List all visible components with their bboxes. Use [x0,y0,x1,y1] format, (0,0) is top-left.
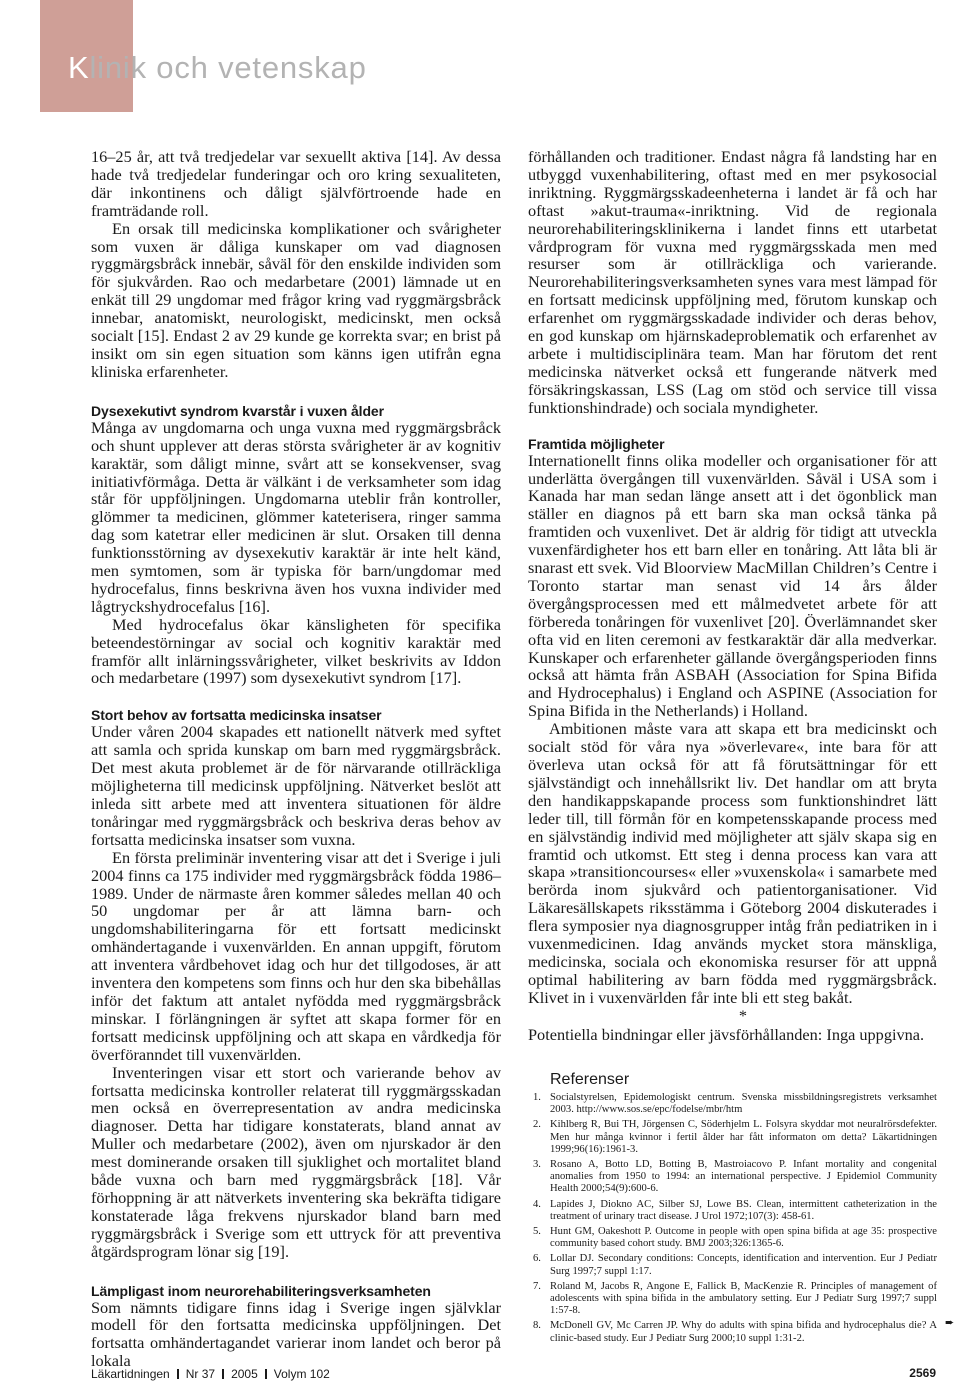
reference-text: Kihlberg R, Bui TH, Jörgensen C, Söderhjelm L. Folsyra skyddar mot neuralrörsdefekter. Men hur många kvinnor i fertil ålder har fått informaton om detta? Läkartidningen 1999;96(16):1961-3. [550,1119,937,1155]
reference-item [523,1226,937,1250]
page-number: 2569 [909,1366,936,1380]
reference-number: 8. [533,1320,541,1332]
subheading-dysexekutivt: Dysexekutivt syndrom kvarstår i vuxen ålder [91,402,384,419]
section-title-initial: K [68,50,90,85]
section-title-rest: linik och vetenskap [89,50,367,85]
footer-separator [265,1369,267,1379]
disclosure-statement: Potentiella bindningar eller jävsförhållanden: Inga uppgivna. [528,1024,925,1044]
references-section [523,1071,937,1348]
reference-number: 4. [533,1198,541,1210]
left-column [91,148,501,1370]
body-paragraph: En första preliminär inventering visar att det i Sverige i juli 2004 finns ca 175 individer med ryggmärgsbråck födda 1986–1989. Under de närmaste åren kommer således mellan 40 och 50 ungdomar per år att lämna barn- och ungdomshabiliteringarna för ett fortsatt medicinskt omhändertagande i vuxenvärlden. En annan uppgift, förutom att inventera vårdbehovet idag och hur det tillgodoses, är att inventera den kompetens som finns och hur den ska bibehållas inför det faktum att antalet nyfödda med ryggmärgsbråck minskar. I förlängningen är syftet att skapa former för en fortsatt medicinsk uppföljning och att skapa en vårdkedja för överföranndet till vuxenvärlden. [91,847,501,1064]
separator-star: * [738,1005,748,1025]
reference-number: 2. [533,1119,541,1131]
reference-text: Socialstyrelsen, Epidemologiskt centrum. Svenska missbildningsregistrets verksamhet 2003. http://www.sos.se/epc/fodelse/mbr/htm [550,1092,937,1116]
body-paragraph: Internationellt finns olika modeller och organisationer för att underlätta övergången till vuxenvärlden. Såväl i USA som i Kanada har man sedan länge ansett att i det ögonblick man ställer en diagnos på ett barn ska man också tänka på framtiden och vuxenlivet. Det är aldrig för tidigt att utveckla vuxenfärdigheter hos ett barn eller en tonåring. Att låta bli är snarast ett svek. Vid Bloorview MacMillan Children’s Centre i Toronto startar man senast vid 14 års ålder övergångsprocessen med ett målmedvetet arbete för att förbereda tonåringen för vuxenlivet [20]. Överlämnandet sker ofta vid en liten ceremoni av festkaraktär där alla medverkar. Kunskaper och erfarenheter gällande övergångsperioden finns också att hämta från ASBAH (Association for Spina Bifida and Hydrocephalus) i England och ASPINE (Association for Spina Bifida in the Netherlands) i Holland. [528,450,937,721]
right-column [528,148,937,1044]
body-paragraph: Som nämnts tidigare finns idag i Sverige ingen självklar modell för den fortsatta medicinska uppföljningen. Det fortsatta omhändertagandet varierar inom landet och beror på lokala [91,1297,501,1371]
body-paragraph: Under våren 2004 skapades ett nationellt nätverk med syftet att samla och sprida kunskap om barn med ryggmärgsbråck. Det mest akuta problemet är de för närvarande otillräckliga möjligheterna till medicinsk uppföljning. Nätverket beslöt att inleda sitt arbete med att inventera situationen för äldre tonåringar med ryggmärgsbråck och beskriva deras behov av fortsatta medicinska insatser som vuxna. [91,722,501,849]
body-paragraph: 16–25 år, att två tredjedelar var sexuellt aktiva [14]. Av dessa hade två tredjedelar funderingar och oro kring sexualiteten, där inkontinens och dåligt självförtroende hade en framträdande roll. [91,147,501,220]
reference-item [523,1119,937,1156]
footer-year: 2005 [231,1367,258,1381]
reference-item [523,1320,937,1344]
reference-item [523,1092,937,1116]
reference-text: Roland M, Jacobs R, Angone E, Fallick B, MacKenzie R. Principles of management of adolescents with spina bifida in the ambulatory setting. Eur J Pediatr Surg 1997;7 suppl 1:57-8. [550,1280,937,1317]
reference-text: Rosano A, Botto LD, Botting B, Mastroiacovo P. Infant mortality and congenital anomalies from 1950 to 1994: an international perspective. J Epidemiol Community Health 2000;54(9):600-6. [550,1159,937,1195]
reference-text: Lollar DJ. Secondary conditions: Concepts, identification and intervention. Eur J Pediatr Surg 1997;7 suppl 1:17. [550,1253,937,1277]
reference-number: 5. [533,1226,541,1238]
continue-arrow-icon: ➨ [945,1316,955,1329]
reference-item [523,1281,937,1318]
reference-text: Lapides J, Diokno AC, Silber SJ, Lowe BS. Clean, intermittent catheterization in the treatment of urinary tract disease. J Urol 1972;107(3): 458-61. [550,1198,937,1222]
reference-number: 7. [533,1280,541,1292]
reference-item [523,1159,937,1196]
footer-separator [177,1369,179,1379]
body-paragraph: förhållanden och traditioner. Endast några få landsting har en utbyggd vuxenhabilitering, oftast med en mer psykosocial inriktning. Ryggmärgsskadeenheterna i landet är få och har oftast »akut-trauma«-inriktning. Vid de regionala neurorehabiliteringsklinikerna i landet finns ett utarbetat vårdprogram för vuxna med ryggmärgsskada men med resurser som är otillräckliga och varierande. Neurorehabiliteringsverksamheten synes vara mest lämpad för en fortsatt medicinsk uppföljning med, förutom kunskap och erfarenhet om ryggmärgsskadade individer och deras behov, en god kunskap om hjärnskadeproblematik och erfarenhet av arbete i multidisciplinära team. Man har förutom det rent medicinska nätverket också ett fungerande nätverk med försäkringskassan, LSS (Lag om stöd och service till vissa funktionshindrade) och sociala myndigheter. [528,147,937,417]
subheading-stort-behov: Stort behov av fortsatta medicinska insatser [91,707,382,724]
references-title: Referenser [550,1071,630,1088]
reference-number: 3. [533,1159,541,1171]
footer-separator [222,1369,224,1379]
section-title [68,52,367,83]
body-paragraph: En orsak till medicinska komplikationer och svårigheter som vuxen är dåliga kunskaper om vad diagnosen ryggmärgsbråck innebär, såväl för den enskilde individen som för sjukvården. Rao och medarbetare (2001) lämnade ut en enkät till 29 ungdomar med frågor kring vad ryggmärgsbråck innebar, anatomiskt, neurologiskt, medicinskt, men också socialt [15]. Endast 2 av 29 kunde ge korrekta svar; en brist på insikt om sin egen situation som känns igen utifrån egna kliniska erfarenheter. [91,218,501,381]
footer-volume: Volym 102 [273,1367,330,1381]
references-list [523,1092,937,1345]
subheading-framtida: Framtida möjligheter [528,435,665,452]
reference-text: McDonell GV, Mc Carren JP. Why do adults with spina bifida and hydrocephalus die? A clinic-based study. Eur J Pediatr Surg 2000;10 suppl 1:31-2. [550,1320,937,1344]
reference-item [523,1253,937,1277]
footer-journal-info [91,1367,330,1381]
footer-journal: Läkartidningen [91,1367,170,1381]
body-paragraph: Inventeringen visar ett stort och varierande behov av fortsatta medicinska kontroller relaterat till ryggmärgsskadan men också en överrepresentation av andra medicinska diagnoser. Detta har tidigare konstaterats, bland annat av Muller och medarbetare (2002), även om njurskador är den mest dominerande orsaken till sjuklighet och mortalitet bland både vuxna och barn med ryggmärgsbråck [18]. Vår förhoppning är att nätverkets inventering ska bekräfta tidigare konstaterade låga frekvens njurskador bland barn med ryggmärgsbråck i Sverige som ett uttryck för att preventiva åtgärdsprogram lönar sig [19]. [91,1062,501,1261]
body-paragraph: Med hydrocefalus ökar känsligheten för specifika beteendestörningar av social och kognitiv karaktär med framför allt inlärningssvårigheter, vilket beskrivits av Iddon och medarbetare (1997) som dysexekutivt syndrom [17]. [91,614,501,688]
reference-text: Hunt GM, Oakeshott P. Outcome in people with open spina bifida at age 35: prospective community based cohort study. BMJ 2003;326:1365-6. [550,1226,937,1250]
subheading-lampligast: Lämpligast inom neurorehabiliteringsverksamheten [91,1282,431,1299]
body-paragraph: Många av ungdomarna och unga vuxna med ryggmärgsbråck och shunt upplever att deras största svårigheter är av kognitiv karaktär, som dåligt minne, svårt att se konsekvenser, svag initiativförmåga. Detta är välkänt i de verksamheter som idag står för uppföljningen. Ungdomarna uteblir från kontroller, glömmer ta medicinen, glömmer kateterisera, ringer samma dag som katetrar eller medicinen är slut. Orsaken till denna funktionsstörning av dysexekutiv karaktär är inte helt känd, men symtomen, som är typiska för barn/ungdomar med hydrocefalus, finns beskrivna även hos vuxna individer med lågtryckshydrocefalus [16]. [91,417,501,616]
footer-issue: Nr 37 [185,1367,216,1381]
body-paragraph: Ambitionen måste vara att skapa ett bra medicinskt och socialt stöd för våra nya »överlevare«, inte bara för att överleva utan också för att få förutsättningar för ett självständigt och innehållsrikt liv. Det handlar om att bryta den handikappskapande process som funktionshindret lätt leder till, till förmån för en kompetensskapande process med en självständig individ med möjligheter att själv skapa sig en framtid och utkomst. Ett steg i denna process kan vara att skapa »transitioncourses« eller »vuxenskola« i samarbete med berörda inom sjukvård och patientorganisationer. Vid Läkaresällskapets riksstämma i Göteborg 2004 diskuterades i flera symposier nya diagnosgrupper intåg från pediatriken in i vuxenmedicinen. Idag används mycket stora mänskliga, medicinska, sociala och ekonomiska resurser för att uppnå optimal habilitering av barn födda med ryggmärgsbråck. Klivet in i vuxenvärlden får inte bli ett steg bakåt. [528,719,937,1007]
reference-number: 6. [533,1253,541,1265]
reference-item [523,1199,937,1223]
reference-number: 1. [533,1092,541,1103]
